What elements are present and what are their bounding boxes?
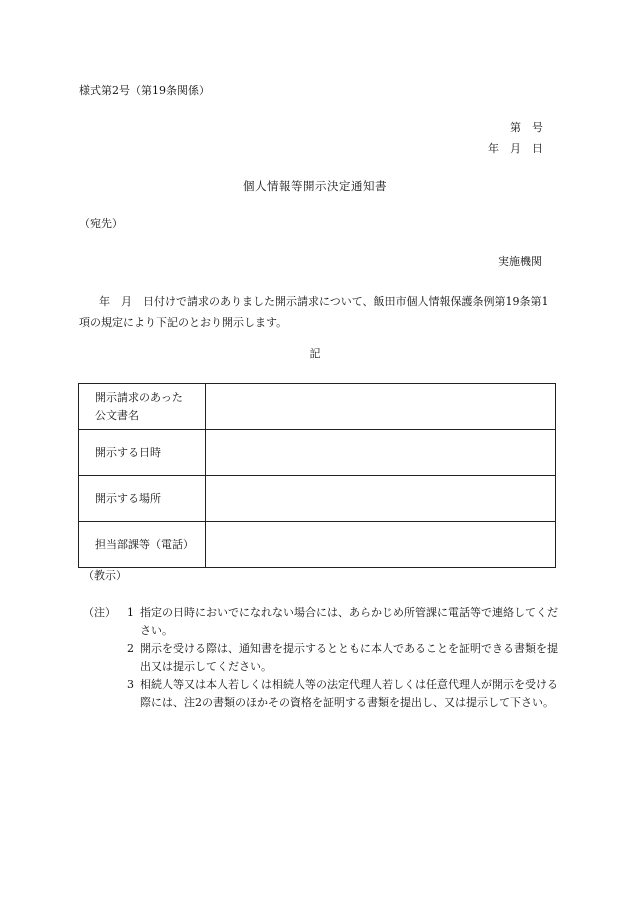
note-number: 3 [127,678,134,691]
note-item [83,640,558,676]
note-item [83,676,558,712]
row-value-document-name[interactable] [206,384,556,430]
note-number: 2 [127,642,134,655]
implementing-agency: 実施機関 [498,255,542,268]
document-date: 年 月 日 [488,142,543,155]
row-value-department[interactable] [206,522,556,568]
row-label-place: 開示する場所 [79,476,206,522]
note-item [83,604,558,640]
row-label-department: 担当部課等（電話） [79,522,206,568]
note-text: 相続人等又は本人若しくは相続人等の法定代理人若しくは任意代理人が開示を受ける際には、注2の書類のほかその資格を証明する書類を提出し、又は提示して下さい。 [140,678,558,709]
form-number: 様式第2号（第19条関係） [79,84,210,97]
note-number: 1 [127,606,134,619]
document-title: 個人情報等開示決定通知書 [243,179,387,193]
table-row [79,430,556,476]
row-value-place[interactable] [206,476,556,522]
table-row [79,522,556,568]
addressee: （宛先） [79,217,123,230]
table-row [79,384,556,430]
row-label-document-name: 開示請求のあった公文書名 [79,384,206,430]
table-row [79,476,556,522]
disclosure-table [78,383,556,568]
instruction-heading: （教示） [83,569,127,582]
note-text: 開示を受ける際は、通知書を提示するとともに本人であることを証明できる書類を提出又は提示してください。 [140,642,558,673]
notes-section [83,604,558,712]
document-number: 第 号 [510,121,543,134]
row-value-datetime[interactable] [206,430,556,476]
body-text: 年 月 日付けで請求のありました開示請求について、飯田市個人情報保護条例第19条第1項の規定により下記のとおり開示します。 [79,295,549,329]
ki-heading: 記 [309,347,321,360]
row-label-datetime: 開示する日時 [79,430,206,476]
note-text: 指定の日時においでになれない場合には、あらかじめ所管課に電話等で連絡してください。 [140,606,558,637]
notes-heading: （注） [83,606,116,619]
